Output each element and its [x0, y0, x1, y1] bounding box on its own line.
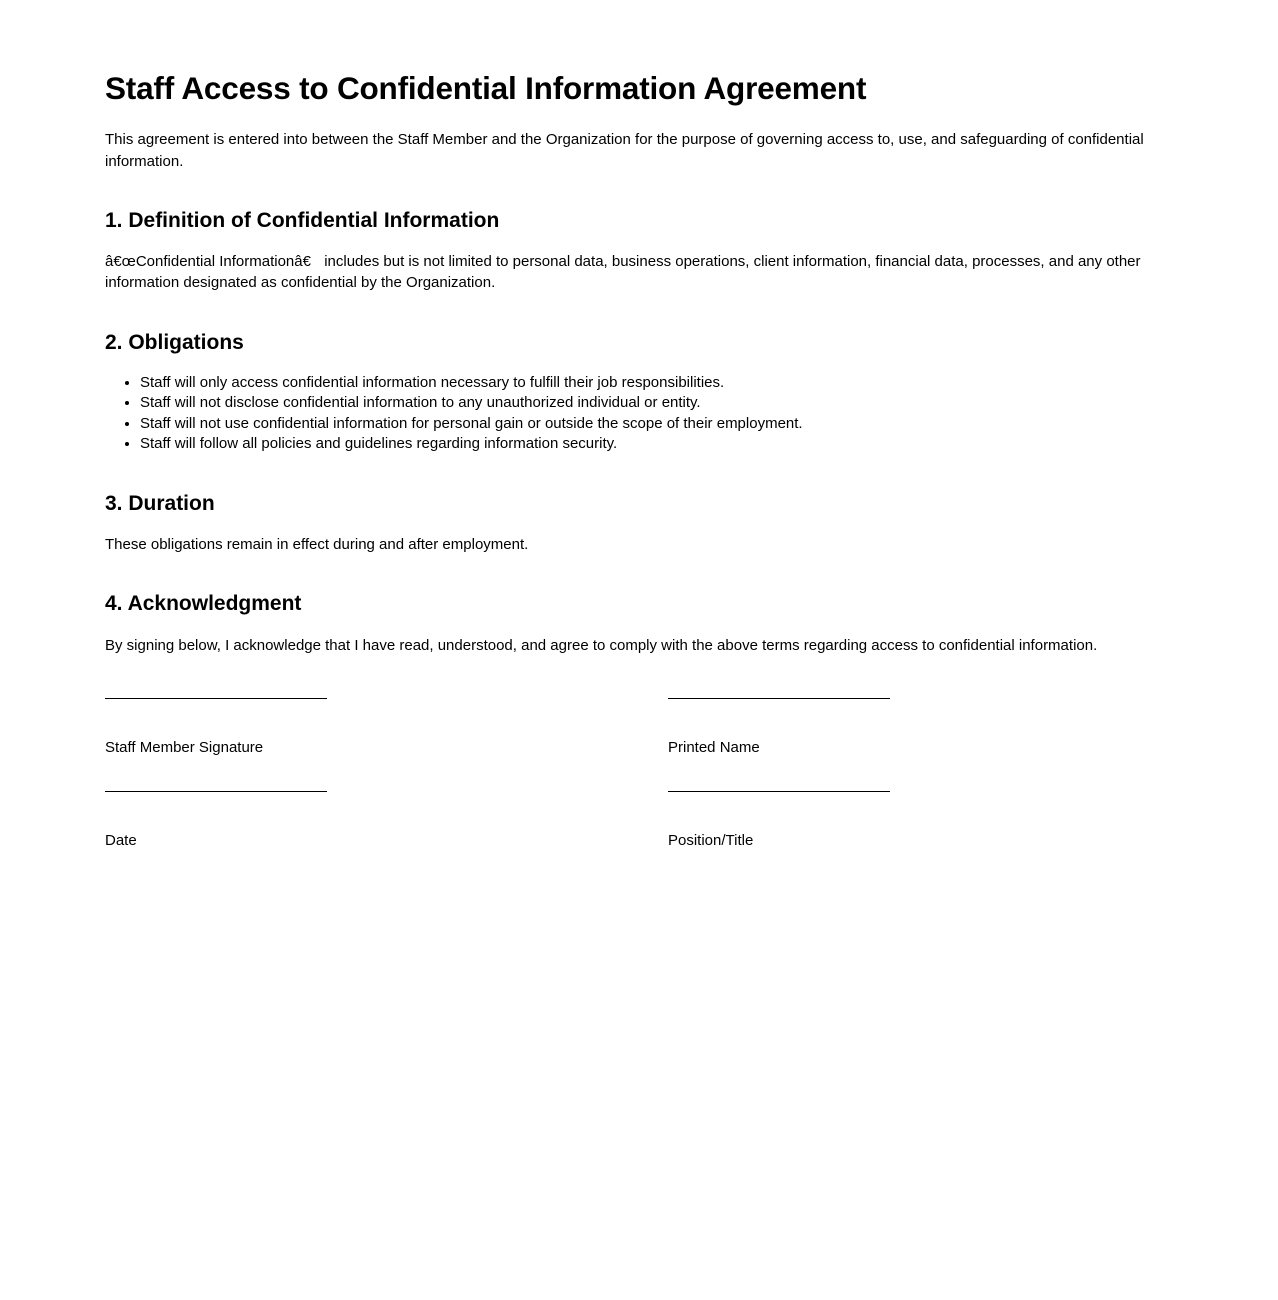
section-paragraph-duration: These obligations remain in effect during and after employment.	[105, 536, 529, 554]
signature-line	[105, 791, 327, 792]
signature-row	[105, 698, 1173, 758]
section-heading-obligations: 2. Obligations	[105, 330, 244, 354]
signature-label: Date	[105, 832, 137, 850]
section-heading-acknowledgment: 4. Acknowledgment	[105, 592, 302, 616]
obligations-list	[105, 373, 1173, 455]
list-item: • Staff will follow all policies and guidelines regarding information security.	[140, 434, 1173, 455]
section-heading-definition: 1. Definition of Confidential Information	[105, 208, 500, 232]
signature-label: Staff Member Signature	[105, 738, 264, 756]
signature-block	[105, 698, 1173, 851]
signature-field-staff-signature	[105, 698, 327, 758]
intro-paragraph: This agreement is entered into between the Staff Member and the Organization for the purpose of governing access to, use, and safeguarding of confidential information.	[105, 131, 1144, 170]
signature-line	[668, 791, 890, 792]
document-body	[105, 70, 1173, 851]
section-paragraph-acknowledgment: By signing below, I acknowledge that I have read, understood, and agree to comply with the above terms regarding access to confidential information.	[105, 636, 1098, 654]
signature-line	[105, 698, 327, 699]
signature-label: Printed Name	[668, 738, 760, 756]
section-paragraph-definition: â€œConfidential Informationâ€ includes but is not limited to personal data, business operations, client information, financial data, processes, and any other information designated as confidential by the Organization.	[105, 253, 1141, 292]
signature-row	[105, 791, 1173, 851]
signature-field-position-title	[668, 791, 890, 851]
section-heading-duration: 3. Duration	[105, 491, 215, 515]
page-title: Staff Access to Confidential Information Agreement	[105, 70, 867, 106]
signature-label: Position/Title	[668, 832, 754, 850]
signature-field-date	[105, 791, 327, 851]
list-item: • Staff will not use confidential information for personal gain or outside the scope of their employment.	[140, 414, 1173, 435]
list-item: • Staff will not disclose confidential information to any unauthorized individual or entity.	[140, 393, 1173, 414]
signature-line	[668, 698, 890, 699]
list-item: • Staff will only access confidential information necessary to fulfill their job responsibilities.	[140, 373, 1173, 394]
signature-field-printed-name	[668, 698, 890, 758]
